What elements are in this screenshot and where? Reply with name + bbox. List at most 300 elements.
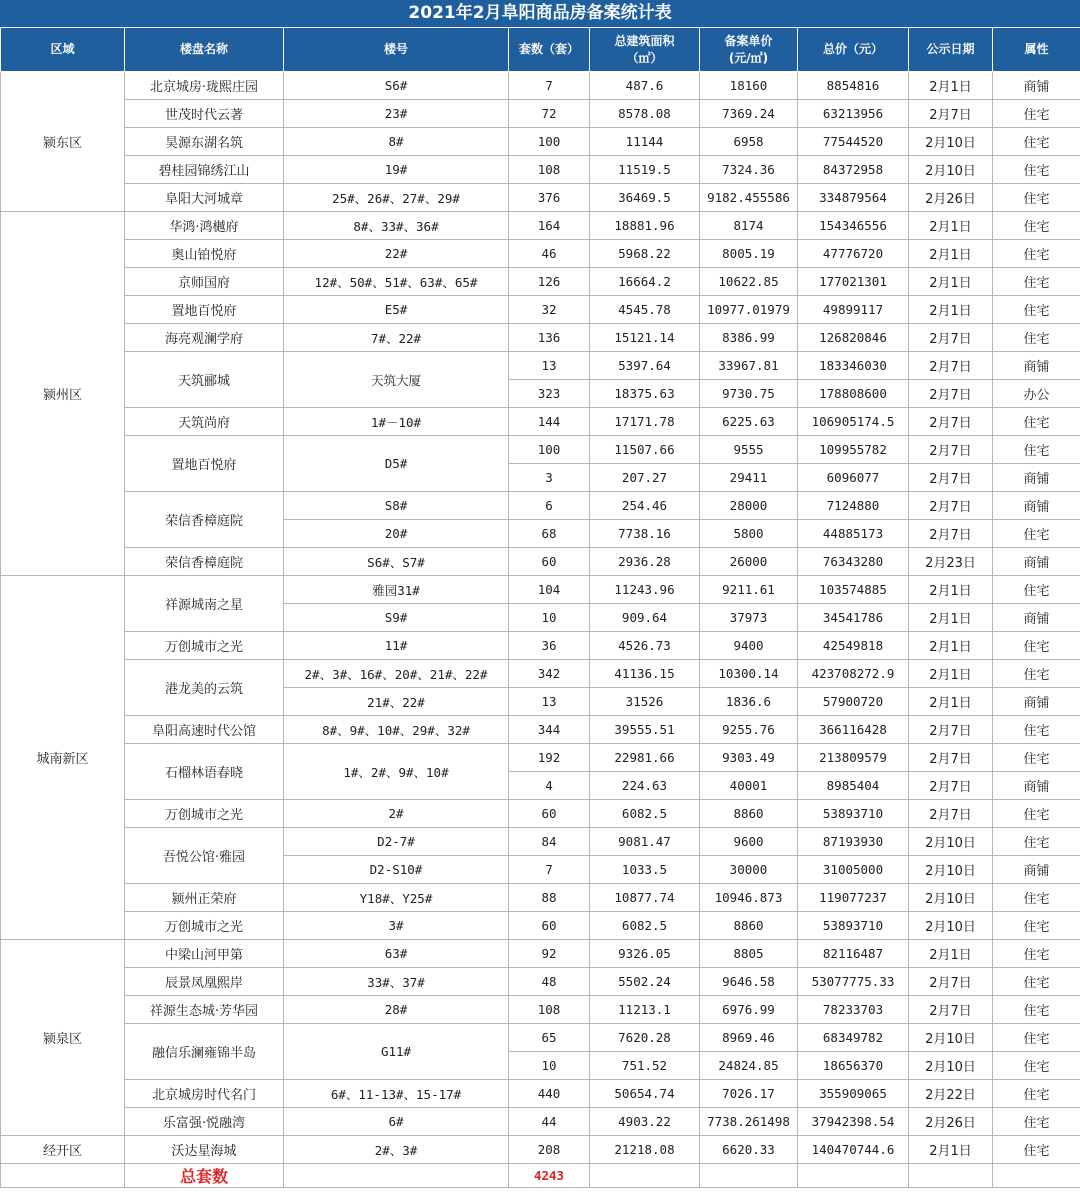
units-cell: 36 bbox=[509, 632, 590, 660]
project-name-cell: 吾悦公馆·雅园 bbox=[125, 828, 284, 884]
date-cell: 2月10日 bbox=[909, 912, 993, 940]
units-cell: 323 bbox=[509, 380, 590, 408]
date-cell: 2月10日 bbox=[909, 128, 993, 156]
property-type-cell: 商铺 bbox=[993, 688, 1080, 716]
building-cell: 63# bbox=[284, 940, 509, 968]
property-type-cell: 住宅 bbox=[993, 296, 1080, 324]
table-row bbox=[1, 128, 1080, 156]
property-type-cell: 住宅 bbox=[993, 1108, 1080, 1136]
table-row bbox=[1, 436, 1080, 464]
area-cell: 11213.1 bbox=[590, 996, 700, 1024]
units-cell: 100 bbox=[509, 436, 590, 464]
total-row bbox=[1, 1164, 1080, 1188]
unit-price-cell: 37973 bbox=[700, 604, 798, 632]
date-cell: 2月1日 bbox=[909, 240, 993, 268]
table-row bbox=[1, 100, 1080, 128]
table-row bbox=[1, 968, 1080, 996]
building-cell: 11# bbox=[284, 632, 509, 660]
unit-price-cell: 9730.75 bbox=[700, 380, 798, 408]
property-type-cell: 住宅 bbox=[993, 828, 1080, 856]
project-name-cell: 奥山铂悦府 bbox=[125, 240, 284, 268]
total-empty-cell bbox=[909, 1164, 993, 1188]
total-price-cell: 103574885 bbox=[798, 576, 909, 604]
project-name-cell: 阜阳高速时代公馆 bbox=[125, 716, 284, 744]
building-cell: S6# bbox=[284, 72, 509, 100]
area-cell: 10877.74 bbox=[590, 884, 700, 912]
date-cell: 2月7日 bbox=[909, 324, 993, 352]
property-type-cell: 住宅 bbox=[993, 156, 1080, 184]
date-cell: 2月10日 bbox=[909, 856, 993, 884]
total-empty-cell bbox=[590, 1164, 700, 1188]
units-cell: 60 bbox=[509, 800, 590, 828]
unit-price-cell: 8860 bbox=[700, 912, 798, 940]
table-row bbox=[1, 744, 1080, 772]
date-cell: 2月23日 bbox=[909, 548, 993, 576]
units-cell: 126 bbox=[509, 268, 590, 296]
units-cell: 342 bbox=[509, 660, 590, 688]
date-cell: 2月1日 bbox=[909, 688, 993, 716]
building-cell: D5# bbox=[284, 436, 509, 492]
date-cell: 2月7日 bbox=[909, 464, 993, 492]
building-cell: 2#、3#、16#、20#、21#、22# bbox=[284, 660, 509, 688]
header-project: 楼盘名称 bbox=[125, 28, 284, 72]
units-cell: 92 bbox=[509, 940, 590, 968]
property-type-cell: 住宅 bbox=[993, 968, 1080, 996]
building-cell: 21#、22# bbox=[284, 688, 509, 716]
project-name-cell: 万创城市之光 bbox=[125, 912, 284, 940]
unit-price-cell: 8386.99 bbox=[700, 324, 798, 352]
building-cell: Y18#、Y25# bbox=[284, 884, 509, 912]
unit-price-cell: 9555 bbox=[700, 436, 798, 464]
table-row bbox=[1, 184, 1080, 212]
date-cell: 2月10日 bbox=[909, 828, 993, 856]
unit-price-cell: 40001 bbox=[700, 772, 798, 800]
building-cell: G11# bbox=[284, 1024, 509, 1080]
building-cell: 8#、33#、36# bbox=[284, 212, 509, 240]
total-empty-cell bbox=[700, 1164, 798, 1188]
area-cell: 224.63 bbox=[590, 772, 700, 800]
units-cell: 48 bbox=[509, 968, 590, 996]
area-cell: 11243.96 bbox=[590, 576, 700, 604]
total-price-cell: 57900720 bbox=[798, 688, 909, 716]
date-cell: 2月1日 bbox=[909, 1136, 993, 1164]
district-cell: 经开区 bbox=[1, 1136, 125, 1164]
property-type-cell: 住宅 bbox=[993, 212, 1080, 240]
total-price-cell: 34541786 bbox=[798, 604, 909, 632]
units-cell: 440 bbox=[509, 1080, 590, 1108]
area-cell: 6082.5 bbox=[590, 912, 700, 940]
unit-price-cell: 9646.58 bbox=[700, 968, 798, 996]
unit-price-cell: 6620.33 bbox=[700, 1136, 798, 1164]
total-price-cell: 18656370 bbox=[798, 1052, 909, 1080]
property-type-cell: 商铺 bbox=[993, 772, 1080, 800]
total-price-cell: 7124880 bbox=[798, 492, 909, 520]
total-price-cell: 334879564 bbox=[798, 184, 909, 212]
table-title: 2021年2月阜阳商品房备案统计表 bbox=[0, 0, 1080, 27]
unit-price-cell: 10300.14 bbox=[700, 660, 798, 688]
project-name-cell: 海亮观澜学府 bbox=[125, 324, 284, 352]
total-price-cell: 213809579 bbox=[798, 744, 909, 772]
total-empty-cell bbox=[798, 1164, 909, 1188]
property-type-cell: 住宅 bbox=[993, 632, 1080, 660]
project-name-cell: 颍州正荣府 bbox=[125, 884, 284, 912]
date-cell: 2月7日 bbox=[909, 380, 993, 408]
property-type-cell: 住宅 bbox=[993, 800, 1080, 828]
unit-price-cell: 10946.873 bbox=[700, 884, 798, 912]
table-row bbox=[1, 352, 1080, 380]
property-type-cell: 商铺 bbox=[993, 352, 1080, 380]
area-cell: 36469.5 bbox=[590, 184, 700, 212]
area-cell: 7620.28 bbox=[590, 1024, 700, 1052]
area-cell: 11507.66 bbox=[590, 436, 700, 464]
unit-price-cell: 8969.46 bbox=[700, 1024, 798, 1052]
area-cell: 22981.66 bbox=[590, 744, 700, 772]
table-row bbox=[1, 268, 1080, 296]
project-name-cell: 京师国府 bbox=[125, 268, 284, 296]
units-cell: 208 bbox=[509, 1136, 590, 1164]
unit-price-cell: 9255.76 bbox=[700, 716, 798, 744]
unit-price-cell: 5800 bbox=[700, 520, 798, 548]
units-cell: 46 bbox=[509, 240, 590, 268]
units-cell: 6 bbox=[509, 492, 590, 520]
units-cell: 144 bbox=[509, 408, 590, 436]
units-cell: 108 bbox=[509, 156, 590, 184]
table-row bbox=[1, 660, 1080, 688]
table-row bbox=[1, 1024, 1080, 1052]
unit-price-cell: 6958 bbox=[700, 128, 798, 156]
building-cell: 1#－10# bbox=[284, 408, 509, 436]
property-type-cell: 住宅 bbox=[993, 576, 1080, 604]
area-cell: 18375.63 bbox=[590, 380, 700, 408]
table-row bbox=[1, 800, 1080, 828]
project-name-cell: 沃达星海城 bbox=[125, 1136, 284, 1164]
table-row bbox=[1, 912, 1080, 940]
unit-price-cell: 7369.24 bbox=[700, 100, 798, 128]
table-row bbox=[1, 576, 1080, 604]
property-type-cell: 商铺 bbox=[993, 464, 1080, 492]
district-cell: 颍东区 bbox=[1, 72, 125, 212]
units-cell: 4 bbox=[509, 772, 590, 800]
area-cell: 41136.15 bbox=[590, 660, 700, 688]
table-row bbox=[1, 72, 1080, 100]
unit-price-cell: 8005.19 bbox=[700, 240, 798, 268]
units-cell: 3 bbox=[509, 464, 590, 492]
units-cell: 344 bbox=[509, 716, 590, 744]
unit-price-cell: 24824.85 bbox=[700, 1052, 798, 1080]
project-name-cell: 荣信香樟庭院 bbox=[125, 548, 284, 576]
header-area-line2: （㎡） bbox=[626, 50, 663, 65]
area-cell: 7738.16 bbox=[590, 520, 700, 548]
district-cell: 城南新区 bbox=[1, 576, 125, 940]
property-type-cell: 住宅 bbox=[993, 408, 1080, 436]
total-label: 总套数 bbox=[125, 1164, 284, 1188]
building-cell: E5# bbox=[284, 296, 509, 324]
area-cell: 487.6 bbox=[590, 72, 700, 100]
property-type-cell: 住宅 bbox=[993, 912, 1080, 940]
building-cell: 19# bbox=[284, 156, 509, 184]
project-name-cell: 中梁山河甲第 bbox=[125, 940, 284, 968]
units-cell: 44 bbox=[509, 1108, 590, 1136]
total-empty-cell bbox=[1, 1164, 125, 1188]
unit-price-cell: 28000 bbox=[700, 492, 798, 520]
property-type-cell: 住宅 bbox=[993, 1052, 1080, 1080]
header-district: 区域 bbox=[1, 28, 125, 72]
total-price-cell: 42549818 bbox=[798, 632, 909, 660]
total-empty-cell bbox=[284, 1164, 509, 1188]
property-type-cell: 住宅 bbox=[993, 324, 1080, 352]
table-row bbox=[1, 632, 1080, 660]
units-cell: 104 bbox=[509, 576, 590, 604]
date-cell: 2月22日 bbox=[909, 1080, 993, 1108]
header-row bbox=[1, 28, 1080, 72]
date-cell: 2月7日 bbox=[909, 800, 993, 828]
area-cell: 4903.22 bbox=[590, 1108, 700, 1136]
property-type-cell: 住宅 bbox=[993, 996, 1080, 1024]
project-name-cell: 万创城市之光 bbox=[125, 800, 284, 828]
date-cell: 2月1日 bbox=[909, 632, 993, 660]
unit-price-cell: 6976.99 bbox=[700, 996, 798, 1024]
property-type-cell: 住宅 bbox=[993, 660, 1080, 688]
area-cell: 4526.73 bbox=[590, 632, 700, 660]
date-cell: 2月10日 bbox=[909, 1052, 993, 1080]
table-row bbox=[1, 296, 1080, 324]
total-price-cell: 355909065 bbox=[798, 1080, 909, 1108]
table-row bbox=[1, 996, 1080, 1024]
project-name-cell: 碧桂园锦绣江山 bbox=[125, 156, 284, 184]
property-type-cell: 商铺 bbox=[993, 604, 1080, 632]
total-price-cell: 154346556 bbox=[798, 212, 909, 240]
property-type-cell: 商铺 bbox=[993, 72, 1080, 100]
building-cell: 2# bbox=[284, 800, 509, 828]
project-name-cell: 祥源生态城·芳华园 bbox=[125, 996, 284, 1024]
building-cell: D2-7# bbox=[284, 828, 509, 856]
total-price-cell: 49899117 bbox=[798, 296, 909, 324]
date-cell: 2月7日 bbox=[909, 352, 993, 380]
building-cell: S6#、S7# bbox=[284, 548, 509, 576]
area-cell: 207.27 bbox=[590, 464, 700, 492]
date-cell: 2月7日 bbox=[909, 100, 993, 128]
units-cell: 164 bbox=[509, 212, 590, 240]
date-cell: 2月1日 bbox=[909, 660, 993, 688]
total-price-cell: 76343280 bbox=[798, 548, 909, 576]
date-cell: 2月7日 bbox=[909, 744, 993, 772]
units-cell: 100 bbox=[509, 128, 590, 156]
property-type-cell: 住宅 bbox=[993, 716, 1080, 744]
area-cell: 5502.24 bbox=[590, 968, 700, 996]
building-cell: D2-S10# bbox=[284, 856, 509, 884]
project-name-cell: 融信乐澜雍锦半岛 bbox=[125, 1024, 284, 1080]
district-cell: 颍州区 bbox=[1, 212, 125, 576]
building-cell: 2#、3# bbox=[284, 1136, 509, 1164]
total-price-cell: 78233703 bbox=[798, 996, 909, 1024]
total-price-cell: 68349782 bbox=[798, 1024, 909, 1052]
header-area-line1: 总建筑面积 bbox=[614, 33, 675, 48]
project-name-cell: 昊源东湖名筑 bbox=[125, 128, 284, 156]
property-type-cell: 住宅 bbox=[993, 436, 1080, 464]
area-cell: 1033.5 bbox=[590, 856, 700, 884]
area-cell: 11519.5 bbox=[590, 156, 700, 184]
area-cell: 11144 bbox=[590, 128, 700, 156]
building-cell: 1#、2#、9#、10# bbox=[284, 744, 509, 800]
header-units: 套数（套） bbox=[509, 28, 590, 72]
units-cell: 10 bbox=[509, 1052, 590, 1080]
unit-price-cell: 9600 bbox=[700, 828, 798, 856]
date-cell: 2月1日 bbox=[909, 212, 993, 240]
area-cell: 5968.22 bbox=[590, 240, 700, 268]
header-date: 公示日期 bbox=[909, 28, 993, 72]
area-cell: 6082.5 bbox=[590, 800, 700, 828]
property-type-cell: 住宅 bbox=[993, 884, 1080, 912]
unit-price-cell: 8805 bbox=[700, 940, 798, 968]
property-type-cell: 住宅 bbox=[993, 1136, 1080, 1164]
units-cell: 32 bbox=[509, 296, 590, 324]
building-cell: 20# bbox=[284, 520, 509, 548]
building-cell: 33#、37# bbox=[284, 968, 509, 996]
header-price-line1: 备案单价 bbox=[724, 33, 773, 48]
date-cell: 2月7日 bbox=[909, 436, 993, 464]
area-cell: 751.52 bbox=[590, 1052, 700, 1080]
total-units: 4243 bbox=[509, 1164, 590, 1188]
project-name-cell: 置地百悦府 bbox=[125, 436, 284, 492]
area-cell: 909.64 bbox=[590, 604, 700, 632]
table-row bbox=[1, 492, 1080, 520]
total-price-cell: 140470744.6 bbox=[798, 1136, 909, 1164]
total-price-cell: 126820846 bbox=[798, 324, 909, 352]
unit-price-cell: 7324.36 bbox=[700, 156, 798, 184]
building-cell: 8#、9#、10#、29#、32# bbox=[284, 716, 509, 744]
project-name-cell: 北京城房时代名门 bbox=[125, 1080, 284, 1108]
property-type-cell: 住宅 bbox=[993, 100, 1080, 128]
date-cell: 2月26日 bbox=[909, 1108, 993, 1136]
unit-price-cell: 10977.01979 bbox=[700, 296, 798, 324]
date-cell: 2月7日 bbox=[909, 772, 993, 800]
header-price-line2: (元/㎡) bbox=[728, 50, 769, 65]
table-row bbox=[1, 408, 1080, 436]
project-name-cell: 天筑尚府 bbox=[125, 408, 284, 436]
header-price bbox=[700, 28, 798, 72]
date-cell: 2月7日 bbox=[909, 520, 993, 548]
total-price-cell: 119077237 bbox=[798, 884, 909, 912]
building-cell: 12#、50#、51#、63#、65# bbox=[284, 268, 509, 296]
units-cell: 7 bbox=[509, 72, 590, 100]
units-cell: 7 bbox=[509, 856, 590, 884]
property-type-cell: 办公 bbox=[993, 380, 1080, 408]
units-cell: 108 bbox=[509, 996, 590, 1024]
table-row bbox=[1, 716, 1080, 744]
unit-price-cell: 29411 bbox=[700, 464, 798, 492]
date-cell: 2月1日 bbox=[909, 940, 993, 968]
area-cell: 15121.14 bbox=[590, 324, 700, 352]
date-cell: 2月7日 bbox=[909, 968, 993, 996]
total-price-cell: 423708272.9 bbox=[798, 660, 909, 688]
unit-price-cell: 6225.63 bbox=[700, 408, 798, 436]
date-cell: 2月1日 bbox=[909, 604, 993, 632]
table-row bbox=[1, 1136, 1080, 1164]
building-cell: S8# bbox=[284, 492, 509, 520]
area-cell: 2936.28 bbox=[590, 548, 700, 576]
project-name-cell: 北京城房·珑熙庄园 bbox=[125, 72, 284, 100]
building-cell: 7#、22# bbox=[284, 324, 509, 352]
property-type-cell: 商铺 bbox=[993, 548, 1080, 576]
total-price-cell: 109955782 bbox=[798, 436, 909, 464]
unit-price-cell: 1836.6 bbox=[700, 688, 798, 716]
area-cell: 9081.47 bbox=[590, 828, 700, 856]
area-cell: 5397.64 bbox=[590, 352, 700, 380]
units-cell: 13 bbox=[509, 688, 590, 716]
table-row bbox=[1, 324, 1080, 352]
date-cell: 2月7日 bbox=[909, 716, 993, 744]
table-body bbox=[1, 72, 1080, 1164]
building-cell: 28# bbox=[284, 996, 509, 1024]
area-cell: 31526 bbox=[590, 688, 700, 716]
project-name-cell: 置地百悦府 bbox=[125, 296, 284, 324]
housing-records-table bbox=[0, 27, 1080, 1188]
building-cell: 3# bbox=[284, 912, 509, 940]
total-price-cell: 47776720 bbox=[798, 240, 909, 268]
date-cell: 2月1日 bbox=[909, 296, 993, 324]
total-price-cell: 63213956 bbox=[798, 100, 909, 128]
total-price-cell: 87193930 bbox=[798, 828, 909, 856]
building-cell: 雅园31# bbox=[284, 576, 509, 604]
area-cell: 4545.78 bbox=[590, 296, 700, 324]
unit-price-cell: 18160 bbox=[700, 72, 798, 100]
total-price-cell: 77544520 bbox=[798, 128, 909, 156]
building-cell: 25#、26#、27#、29# bbox=[284, 184, 509, 212]
total-price-cell: 44885173 bbox=[798, 520, 909, 548]
project-name-cell: 阜阳大河城章 bbox=[125, 184, 284, 212]
area-cell: 9326.05 bbox=[590, 940, 700, 968]
table-row bbox=[1, 240, 1080, 268]
building-cell: 天筑大厦 bbox=[284, 352, 509, 408]
total-price-cell: 82116487 bbox=[798, 940, 909, 968]
date-cell: 2月1日 bbox=[909, 268, 993, 296]
project-name-cell: 祥源城南之星 bbox=[125, 576, 284, 632]
property-type-cell: 商铺 bbox=[993, 492, 1080, 520]
building-cell: S9# bbox=[284, 604, 509, 632]
table-row bbox=[1, 1108, 1080, 1136]
project-name-cell: 乐富强·悦融湾 bbox=[125, 1108, 284, 1136]
units-cell: 192 bbox=[509, 744, 590, 772]
property-type-cell: 住宅 bbox=[993, 240, 1080, 268]
area-cell: 17171.78 bbox=[590, 408, 700, 436]
header-area bbox=[590, 28, 700, 72]
property-type-cell: 住宅 bbox=[993, 1080, 1080, 1108]
units-cell: 13 bbox=[509, 352, 590, 380]
project-name-cell: 辰景凤凰熙岸 bbox=[125, 968, 284, 996]
total-price-cell: 183346030 bbox=[798, 352, 909, 380]
header-type: 属性 bbox=[993, 28, 1080, 72]
project-name-cell: 世茂时代云著 bbox=[125, 100, 284, 128]
header-total: 总价（元） bbox=[798, 28, 909, 72]
project-name-cell: 华鸿·鸿樾府 bbox=[125, 212, 284, 240]
unit-price-cell: 26000 bbox=[700, 548, 798, 576]
units-cell: 60 bbox=[509, 912, 590, 940]
area-cell: 50654.74 bbox=[590, 1080, 700, 1108]
property-type-cell: 住宅 bbox=[993, 268, 1080, 296]
date-cell: 2月26日 bbox=[909, 184, 993, 212]
unit-price-cell: 10622.85 bbox=[700, 268, 798, 296]
total-price-cell: 177021301 bbox=[798, 268, 909, 296]
area-cell: 8578.08 bbox=[590, 100, 700, 128]
units-cell: 376 bbox=[509, 184, 590, 212]
building-cell: 6#、11-13#、15-17# bbox=[284, 1080, 509, 1108]
table-row bbox=[1, 548, 1080, 576]
unit-price-cell: 30000 bbox=[700, 856, 798, 884]
unit-price-cell: 9400 bbox=[700, 632, 798, 660]
total-price-cell: 37942398.54 bbox=[798, 1108, 909, 1136]
unit-price-cell: 7738.261498 bbox=[700, 1108, 798, 1136]
total-price-cell: 106905174.5 bbox=[798, 408, 909, 436]
